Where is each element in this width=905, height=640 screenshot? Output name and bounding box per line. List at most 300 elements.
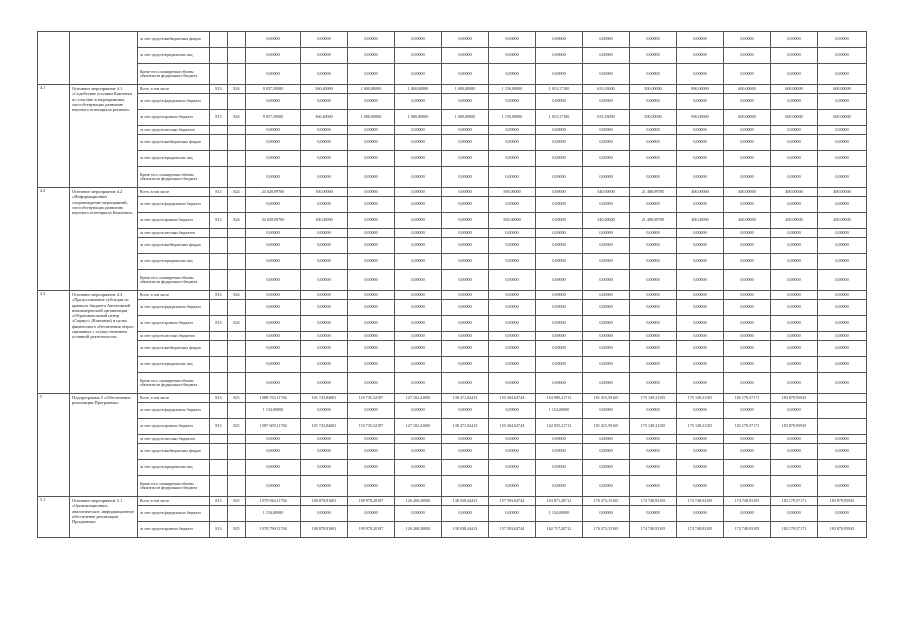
- amount-cell: 0,00000: [818, 316, 867, 332]
- amount-cell: 0,00000: [818, 460, 867, 476]
- table-row: [38, 270, 867, 291]
- amount-cell: 0,00000: [677, 291, 724, 300]
- amount-cell: 0,00000: [489, 238, 536, 254]
- amount-cell: 0,00000: [301, 126, 348, 135]
- amount-cell: 0,00000: [583, 332, 630, 341]
- budget-code-cell: [228, 126, 246, 135]
- amount-cell: 0,00000: [583, 341, 630, 357]
- budget-code-cell: [210, 373, 228, 394]
- amount-cell: 0,00000: [442, 254, 489, 270]
- amount-cell: 182 179,57171: [724, 419, 771, 435]
- amount-cell: 9 057,50000: [246, 110, 301, 126]
- table-row: [38, 229, 867, 238]
- amount-cell: 0,00000: [677, 270, 724, 291]
- budget-code-cell: [210, 300, 228, 316]
- amount-cell: 0,00000: [348, 332, 395, 341]
- table-row: [38, 32, 867, 48]
- budget-code-cell: [210, 94, 228, 110]
- amount-cell: 0,00000: [677, 506, 724, 522]
- amount-cell: 0,00000: [630, 167, 677, 188]
- amount-cell: 0,00000: [677, 332, 724, 341]
- amount-cell: 400,00000: [771, 188, 818, 197]
- amount-cell: 0,00000: [818, 64, 867, 85]
- amount-cell: 126 268,30000: [395, 522, 442, 538]
- amount-cell: 0,00000: [246, 229, 301, 238]
- amount-cell: 0,00000: [442, 403, 489, 419]
- amount-cell: 400,00000: [677, 188, 724, 197]
- budget-code-cell: [228, 197, 246, 213]
- budget-code-cell: [210, 151, 228, 167]
- amount-cell: 0,00000: [630, 435, 677, 444]
- table-row: [38, 522, 867, 538]
- amount-cell: 0,00000: [301, 332, 348, 341]
- item-name-cell: [70, 32, 138, 85]
- amount-cell: 0,00000: [301, 32, 348, 48]
- amount-cell: 0,00000: [536, 229, 583, 238]
- amount-cell: 0,00000: [442, 373, 489, 394]
- amount-cell: 0,00000: [442, 126, 489, 135]
- funding-source-cell: за счет средств краевого бюджета: [138, 419, 210, 435]
- amount-cell: 0,00000: [301, 151, 348, 167]
- amount-cell: 0,00000: [246, 373, 301, 394]
- amount-cell: 0,00000: [630, 135, 677, 151]
- amount-cell: 0,00000: [771, 444, 818, 460]
- amount-cell: 0,00000: [246, 476, 301, 497]
- amount-cell: 0,00000: [536, 460, 583, 476]
- funding-source-cell: Всего, в том числе: [138, 85, 210, 94]
- budget-code-cell: 824: [228, 291, 246, 300]
- amount-cell: 0,00000: [395, 64, 442, 85]
- amount-cell: 0,00000: [395, 270, 442, 291]
- amount-cell: 0,00000: [536, 151, 583, 167]
- budget-code-cell: 813: [210, 419, 228, 435]
- amount-cell: 0,00000: [724, 460, 771, 476]
- amount-cell: 175 149,31105: [630, 419, 677, 435]
- amount-cell: 0,00000: [348, 444, 395, 460]
- budget-code-cell: 813: [210, 522, 228, 538]
- amount-cell: 0,00000: [583, 238, 630, 254]
- amount-cell: 340,00000: [583, 188, 630, 197]
- amount-cell: 0,00000: [724, 48, 771, 64]
- amount-cell: 0,00000: [348, 403, 395, 419]
- amount-cell: 0,00000: [630, 291, 677, 300]
- budget-code-cell: 825: [228, 394, 246, 403]
- amount-cell: 0,00000: [771, 64, 818, 85]
- amount-cell: 0,00000: [442, 444, 489, 460]
- funding-source-cell: за счет средств внебюджетных фондов: [138, 32, 210, 48]
- amount-cell: 0,00000: [677, 357, 724, 373]
- amount-cell: 0,00000: [489, 94, 536, 110]
- amount-cell: 0,00000: [677, 435, 724, 444]
- funding-source-cell: Всего, в том числе: [138, 497, 210, 506]
- amount-cell: 100,00000: [301, 188, 348, 197]
- amount-cell: 0,00000: [724, 270, 771, 291]
- budget-code-cell: 825: [228, 419, 246, 435]
- amount-cell: 0,00000: [301, 506, 348, 522]
- amount-cell: 0,00000: [771, 32, 818, 48]
- amount-cell: 0,00000: [395, 341, 442, 357]
- amount-cell: 181 415,59165: [583, 419, 630, 435]
- amount-cell: 0,00000: [771, 460, 818, 476]
- amount-cell: 0,00000: [583, 444, 630, 460]
- amount-cell: 0,00000: [489, 373, 536, 394]
- table-row: [38, 213, 867, 229]
- table-row: [38, 64, 867, 85]
- amount-cell: 175 149,31105: [630, 394, 677, 403]
- budget-code-cell: 813: [210, 85, 228, 94]
- amount-cell: 0,00000: [771, 316, 818, 332]
- amount-cell: 400,00000: [724, 213, 771, 229]
- amount-cell: 0,00000: [536, 167, 583, 188]
- amount-cell: 0,00000: [724, 197, 771, 213]
- amount-cell: 0,00000: [301, 270, 348, 291]
- amount-cell: 0,00000: [583, 316, 630, 332]
- funding-source-cell: за счет средств юридических лиц: [138, 48, 210, 64]
- amount-cell: 0,00000: [818, 357, 867, 373]
- amount-cell: 633,33000: [583, 110, 630, 126]
- funding-source-cell: Всего, в том числе: [138, 394, 210, 403]
- amount-cell: [818, 394, 867, 403]
- amount-cell: 138 038,44413: [442, 522, 489, 538]
- amount-cell: 400,00000: [818, 188, 867, 197]
- amount-cell: 0,00000: [301, 373, 348, 394]
- amount-cell: 0,00000: [583, 373, 630, 394]
- amount-cell: 21 488,09700: [630, 213, 677, 229]
- amount-cell: 0,00000: [395, 254, 442, 270]
- amount-cell: 0,00000: [818, 270, 867, 291]
- amount-cell: 0,00000: [348, 291, 395, 300]
- budget-code-cell: 824: [228, 213, 246, 229]
- amount-cell: 0,00000: [818, 94, 867, 110]
- funding-source-cell: за счет средств федерального бюджета: [138, 197, 210, 213]
- amount-cell: 1 000,00000: [395, 85, 442, 94]
- amount-cell: 0,00000: [771, 270, 818, 291]
- funding-source-cell: за счет средств краевого бюджета: [138, 522, 210, 538]
- amount-cell: 0,00000: [246, 254, 301, 270]
- amount-cell: 0,00000: [489, 32, 536, 48]
- amount-cell: 127 182,41000: [395, 419, 442, 435]
- amount-cell: 0,00000: [395, 238, 442, 254]
- amount-cell: 0,00000: [771, 341, 818, 357]
- amount-cell: 0,00000: [771, 254, 818, 270]
- amount-cell: 0,00000: [246, 341, 301, 357]
- table-row: [38, 460, 867, 476]
- amount-cell: 0,00000: [536, 254, 583, 270]
- funding-source-cell: Кроме того, планируемые объемы обязательств федерального бюджета: [138, 64, 210, 85]
- amount-cell: 0,00000: [630, 373, 677, 394]
- amount-cell: 0,00000: [395, 229, 442, 238]
- amount-cell: 0,00000: [489, 135, 536, 151]
- amount-cell: 633,33000: [583, 85, 630, 94]
- amount-cell: 0,00000: [536, 300, 583, 316]
- amount-cell: 162 835,21712: [536, 419, 583, 435]
- funding-source-cell: Кроме того, планируемые объемы обязательств федерального бюджета: [138, 373, 210, 394]
- amount-cell: 900,00000: [677, 110, 724, 126]
- amount-cell: 182 179,57171: [771, 497, 818, 506]
- amount-cell: 400,00000: [724, 188, 771, 197]
- amount-cell: 0,00000: [771, 506, 818, 522]
- amount-cell: 0,00000: [442, 167, 489, 188]
- amount-cell: 0,00000: [301, 94, 348, 110]
- amount-cell: 0,00000: [818, 238, 867, 254]
- amount-cell: 0,00000: [536, 126, 583, 135]
- table-row: [38, 403, 867, 419]
- amount-cell: 0,00000: [442, 476, 489, 497]
- budget-code-cell: [210, 254, 228, 270]
- amount-cell: 0,00000: [536, 444, 583, 460]
- amount-cell: 0,00000: [536, 476, 583, 497]
- budget-code-cell: [210, 403, 228, 419]
- amount-cell: 155 404,04744: [489, 419, 536, 435]
- amount-cell: 0,00000: [395, 167, 442, 188]
- funding-source-cell: за счет средств федерального бюджета: [138, 506, 210, 522]
- funding-source-cell: за счет средств краевого бюджета: [138, 316, 210, 332]
- amount-cell: 0,00000: [583, 229, 630, 238]
- table-row: [38, 151, 867, 167]
- table-row: [38, 197, 867, 213]
- budget-code-cell: 824: [228, 85, 246, 94]
- amount-cell: 0,00000: [246, 357, 301, 373]
- amount-cell: 1 154,00000: [246, 403, 301, 419]
- amount-cell: 157 593,04744: [489, 497, 536, 506]
- amount-cell: 0,00000: [677, 167, 724, 188]
- budget-code-cell: [228, 135, 246, 151]
- table-row: [38, 332, 867, 341]
- amount-cell: 0,00000: [489, 300, 536, 316]
- amount-cell: 0,00000: [583, 135, 630, 151]
- table-row: [38, 444, 867, 460]
- amount-cell: 400,00000: [677, 213, 724, 229]
- amount-cell: 0,00000: [536, 188, 583, 197]
- item-number-cell: 5: [38, 394, 70, 497]
- budget-code-cell: [210, 341, 228, 357]
- amount-cell: 0,00000: [771, 135, 818, 151]
- funding-source-cell: за счет средств федерального бюджета: [138, 300, 210, 316]
- amount-cell: 0,00000: [442, 357, 489, 373]
- amount-cell: 0,00000: [818, 444, 867, 460]
- amount-cell: 0,00000: [771, 229, 818, 238]
- budget-code-cell: [228, 460, 246, 476]
- amount-cell: 0,00000: [442, 270, 489, 291]
- budget-code-cell: 824: [228, 316, 246, 332]
- amount-cell: 0,00000: [536, 135, 583, 151]
- amount-cell: 500,00000: [489, 188, 536, 197]
- amount-cell: 0,00000: [246, 32, 301, 48]
- amount-cell: 0,00000: [442, 151, 489, 167]
- budget-code-cell: [228, 151, 246, 167]
- amount-cell: 0,00000: [489, 126, 536, 135]
- amount-cell: 110 735,32187: [348, 394, 395, 403]
- amount-cell: 176 373,15165: [583, 497, 630, 506]
- budget-code-cell: [210, 238, 228, 254]
- amount-cell: 0,00000: [818, 32, 867, 48]
- amount-cell: 340,00000: [583, 213, 630, 229]
- funding-source-cell: за счет средств юридических лиц: [138, 460, 210, 476]
- amount-cell: 0,00000: [536, 94, 583, 110]
- amount-cell: 0,00000: [301, 291, 348, 300]
- funding-source-cell: Кроме того, планируемые объемы обязательств федерального бюджета: [138, 476, 210, 497]
- amount-cell: 0,00000: [489, 435, 536, 444]
- table-row: [38, 167, 867, 188]
- budget-code-cell: [228, 300, 246, 316]
- amount-cell: 0,00000: [348, 48, 395, 64]
- table-row: [38, 373, 867, 394]
- amount-cell: 0,00000: [489, 167, 536, 188]
- budget-code-cell: [228, 94, 246, 110]
- amount-cell: 0,00000: [348, 32, 395, 48]
- funding-source-cell: за счет средств юридических лиц: [138, 151, 210, 167]
- item-name-cell: Подпрограмма 5 «Обеспечение реализации Программы»: [70, 394, 138, 497]
- budget-table: [37, 31, 867, 538]
- budget-code-cell: [210, 506, 228, 522]
- amount-cell: 0,00000: [442, 316, 489, 332]
- amount-cell: 1 879 944,11704: [246, 497, 301, 506]
- amount-cell: 0,00000: [724, 135, 771, 151]
- amount-cell: 0,00000: [246, 94, 301, 110]
- funding-source-cell: за счет средств внебюджетных фондов: [138, 444, 210, 460]
- amount-cell: 0,00000: [246, 460, 301, 476]
- amount-cell: 0,00000: [677, 444, 724, 460]
- amount-cell: 0,00000: [724, 332, 771, 341]
- amount-cell: 0,00000: [442, 135, 489, 151]
- amount-cell: 0,00000: [489, 460, 536, 476]
- amount-cell: 0,00000: [771, 476, 818, 497]
- amount-cell: 600,00000: [771, 85, 818, 94]
- item-number-cell: 4.2: [38, 188, 70, 291]
- amount-cell: 0,00000: [301, 403, 348, 419]
- amount-cell: 500,00000: [489, 213, 536, 229]
- amount-cell: 0,00000: [536, 435, 583, 444]
- amount-cell: 0,00000: [395, 151, 442, 167]
- amount-cell: 0,00000: [583, 270, 630, 291]
- amount-cell: 0,00000: [246, 238, 301, 254]
- amount-cell: 138 471,02413: [442, 394, 489, 403]
- amount-cell: 0,00000: [395, 126, 442, 135]
- amount-cell: 0,00000: [348, 167, 395, 188]
- amount-cell: 1 000,00000: [442, 85, 489, 94]
- amount-cell: 0,00000: [583, 48, 630, 64]
- amount-cell: 0,00000: [771, 403, 818, 419]
- amount-cell: 138 471,02413: [442, 419, 489, 435]
- amount-cell: 0,00000: [489, 332, 536, 341]
- funding-source-cell: Кроме того, планируемые объемы обязательств федерального бюджета: [138, 167, 210, 188]
- amount-cell: 0,00000: [583, 167, 630, 188]
- amount-cell: 0,00000: [677, 300, 724, 316]
- amount-cell: 174 748,93105: [630, 522, 677, 538]
- amount-cell: 0,00000: [348, 270, 395, 291]
- amount-cell: 0,00000: [246, 435, 301, 444]
- amount-cell: 0,00000: [724, 435, 771, 444]
- amount-cell: 0,00000: [442, 506, 489, 522]
- amount-cell: 0,00000: [677, 460, 724, 476]
- amount-cell: 21 488,09700: [630, 188, 677, 197]
- amount-cell: 0,00000: [348, 435, 395, 444]
- amount-cell: 0,00000: [489, 506, 536, 522]
- amount-cell: 0,00000: [630, 270, 677, 291]
- amount-cell: 1 154,00000: [246, 506, 301, 522]
- amount-cell: 0,00000: [724, 151, 771, 167]
- amount-cell: 0,00000: [246, 126, 301, 135]
- amount-cell: 0,00000: [677, 135, 724, 151]
- table-row: [38, 497, 867, 506]
- amount-cell: 0,00000: [818, 197, 867, 213]
- funding-source-cell: за счет средств юридических лиц: [138, 357, 210, 373]
- budget-code-cell: [210, 126, 228, 135]
- amount-cell: 0,00000: [442, 341, 489, 357]
- amount-cell: 0,00000: [489, 64, 536, 85]
- amount-cell: 0,00000: [724, 341, 771, 357]
- amount-cell: 182 179,57171: [771, 522, 818, 538]
- table-row: [38, 188, 867, 197]
- amount-cell: 0,00000: [771, 94, 818, 110]
- budget-code-cell: [228, 64, 246, 85]
- funding-source-cell: за счет средств местных бюджетов: [138, 126, 210, 135]
- amount-cell: 0,00000: [677, 48, 724, 64]
- table-row: [38, 341, 867, 357]
- amount-cell: 0,00000: [677, 64, 724, 85]
- amount-cell: 100 878,81681: [301, 522, 348, 538]
- amount-cell: 0,00000: [348, 135, 395, 151]
- budget-code-cell: [228, 506, 246, 522]
- amount-cell: 0,00000: [246, 444, 301, 460]
- amount-cell: 0,00000: [536, 32, 583, 48]
- amount-cell: 0,00000: [395, 357, 442, 373]
- amount-cell: 0,00000: [724, 94, 771, 110]
- amount-cell: 0,00000: [489, 357, 536, 373]
- amount-cell: 0,00000: [677, 341, 724, 357]
- amount-cell: 174 748,93105: [724, 522, 771, 538]
- table-row: [38, 126, 867, 135]
- amount-cell: 0,00000: [442, 64, 489, 85]
- amount-cell: 0,00000: [442, 94, 489, 110]
- amount-cell: 0,00000: [724, 476, 771, 497]
- amount-cell: 0,00000: [395, 300, 442, 316]
- amount-cell: 500,00000: [630, 110, 677, 126]
- budget-code-cell: [228, 373, 246, 394]
- amount-cell: 0,00000: [246, 291, 301, 300]
- amount-cell: 0,00000: [630, 476, 677, 497]
- amount-cell: 0,00000: [724, 373, 771, 394]
- table-row: [38, 110, 867, 126]
- amount-cell: 174 748,93105: [724, 497, 771, 506]
- funding-source-cell: за счет средств местных бюджетов: [138, 332, 210, 341]
- amount-cell: 0,00000: [583, 64, 630, 85]
- funding-source-cell: за счет средств федерального бюджета: [138, 403, 210, 419]
- budget-code-cell: 813: [210, 394, 228, 403]
- amount-cell: 0,00000: [677, 229, 724, 238]
- amount-cell: 0,00000: [348, 460, 395, 476]
- amount-cell: 24 028,09700: [246, 213, 301, 229]
- budget-code-cell: [228, 476, 246, 497]
- amount-cell: 0,00000: [630, 151, 677, 167]
- amount-cell: 0,00000: [442, 300, 489, 316]
- amount-cell: 0,00000: [771, 435, 818, 444]
- table-row: [38, 254, 867, 270]
- amount-cell: 1 154,00000: [536, 506, 583, 522]
- amount-cell: 0,00000: [348, 188, 395, 197]
- amount-cell: 0,00000: [583, 32, 630, 48]
- amount-cell: 600,00000: [818, 85, 867, 94]
- amount-cell: 0,00000: [724, 32, 771, 48]
- amount-cell: 0,00000: [630, 357, 677, 373]
- amount-cell: 1 887 609,11704: [246, 419, 301, 435]
- budget-code-cell: 813: [210, 213, 228, 229]
- budget-code-cell: 813: [210, 316, 228, 332]
- amount-cell: [818, 403, 867, 419]
- amount-cell: 0,00000: [301, 48, 348, 64]
- table-row: [38, 94, 867, 110]
- amount-cell: 0,00000: [489, 476, 536, 497]
